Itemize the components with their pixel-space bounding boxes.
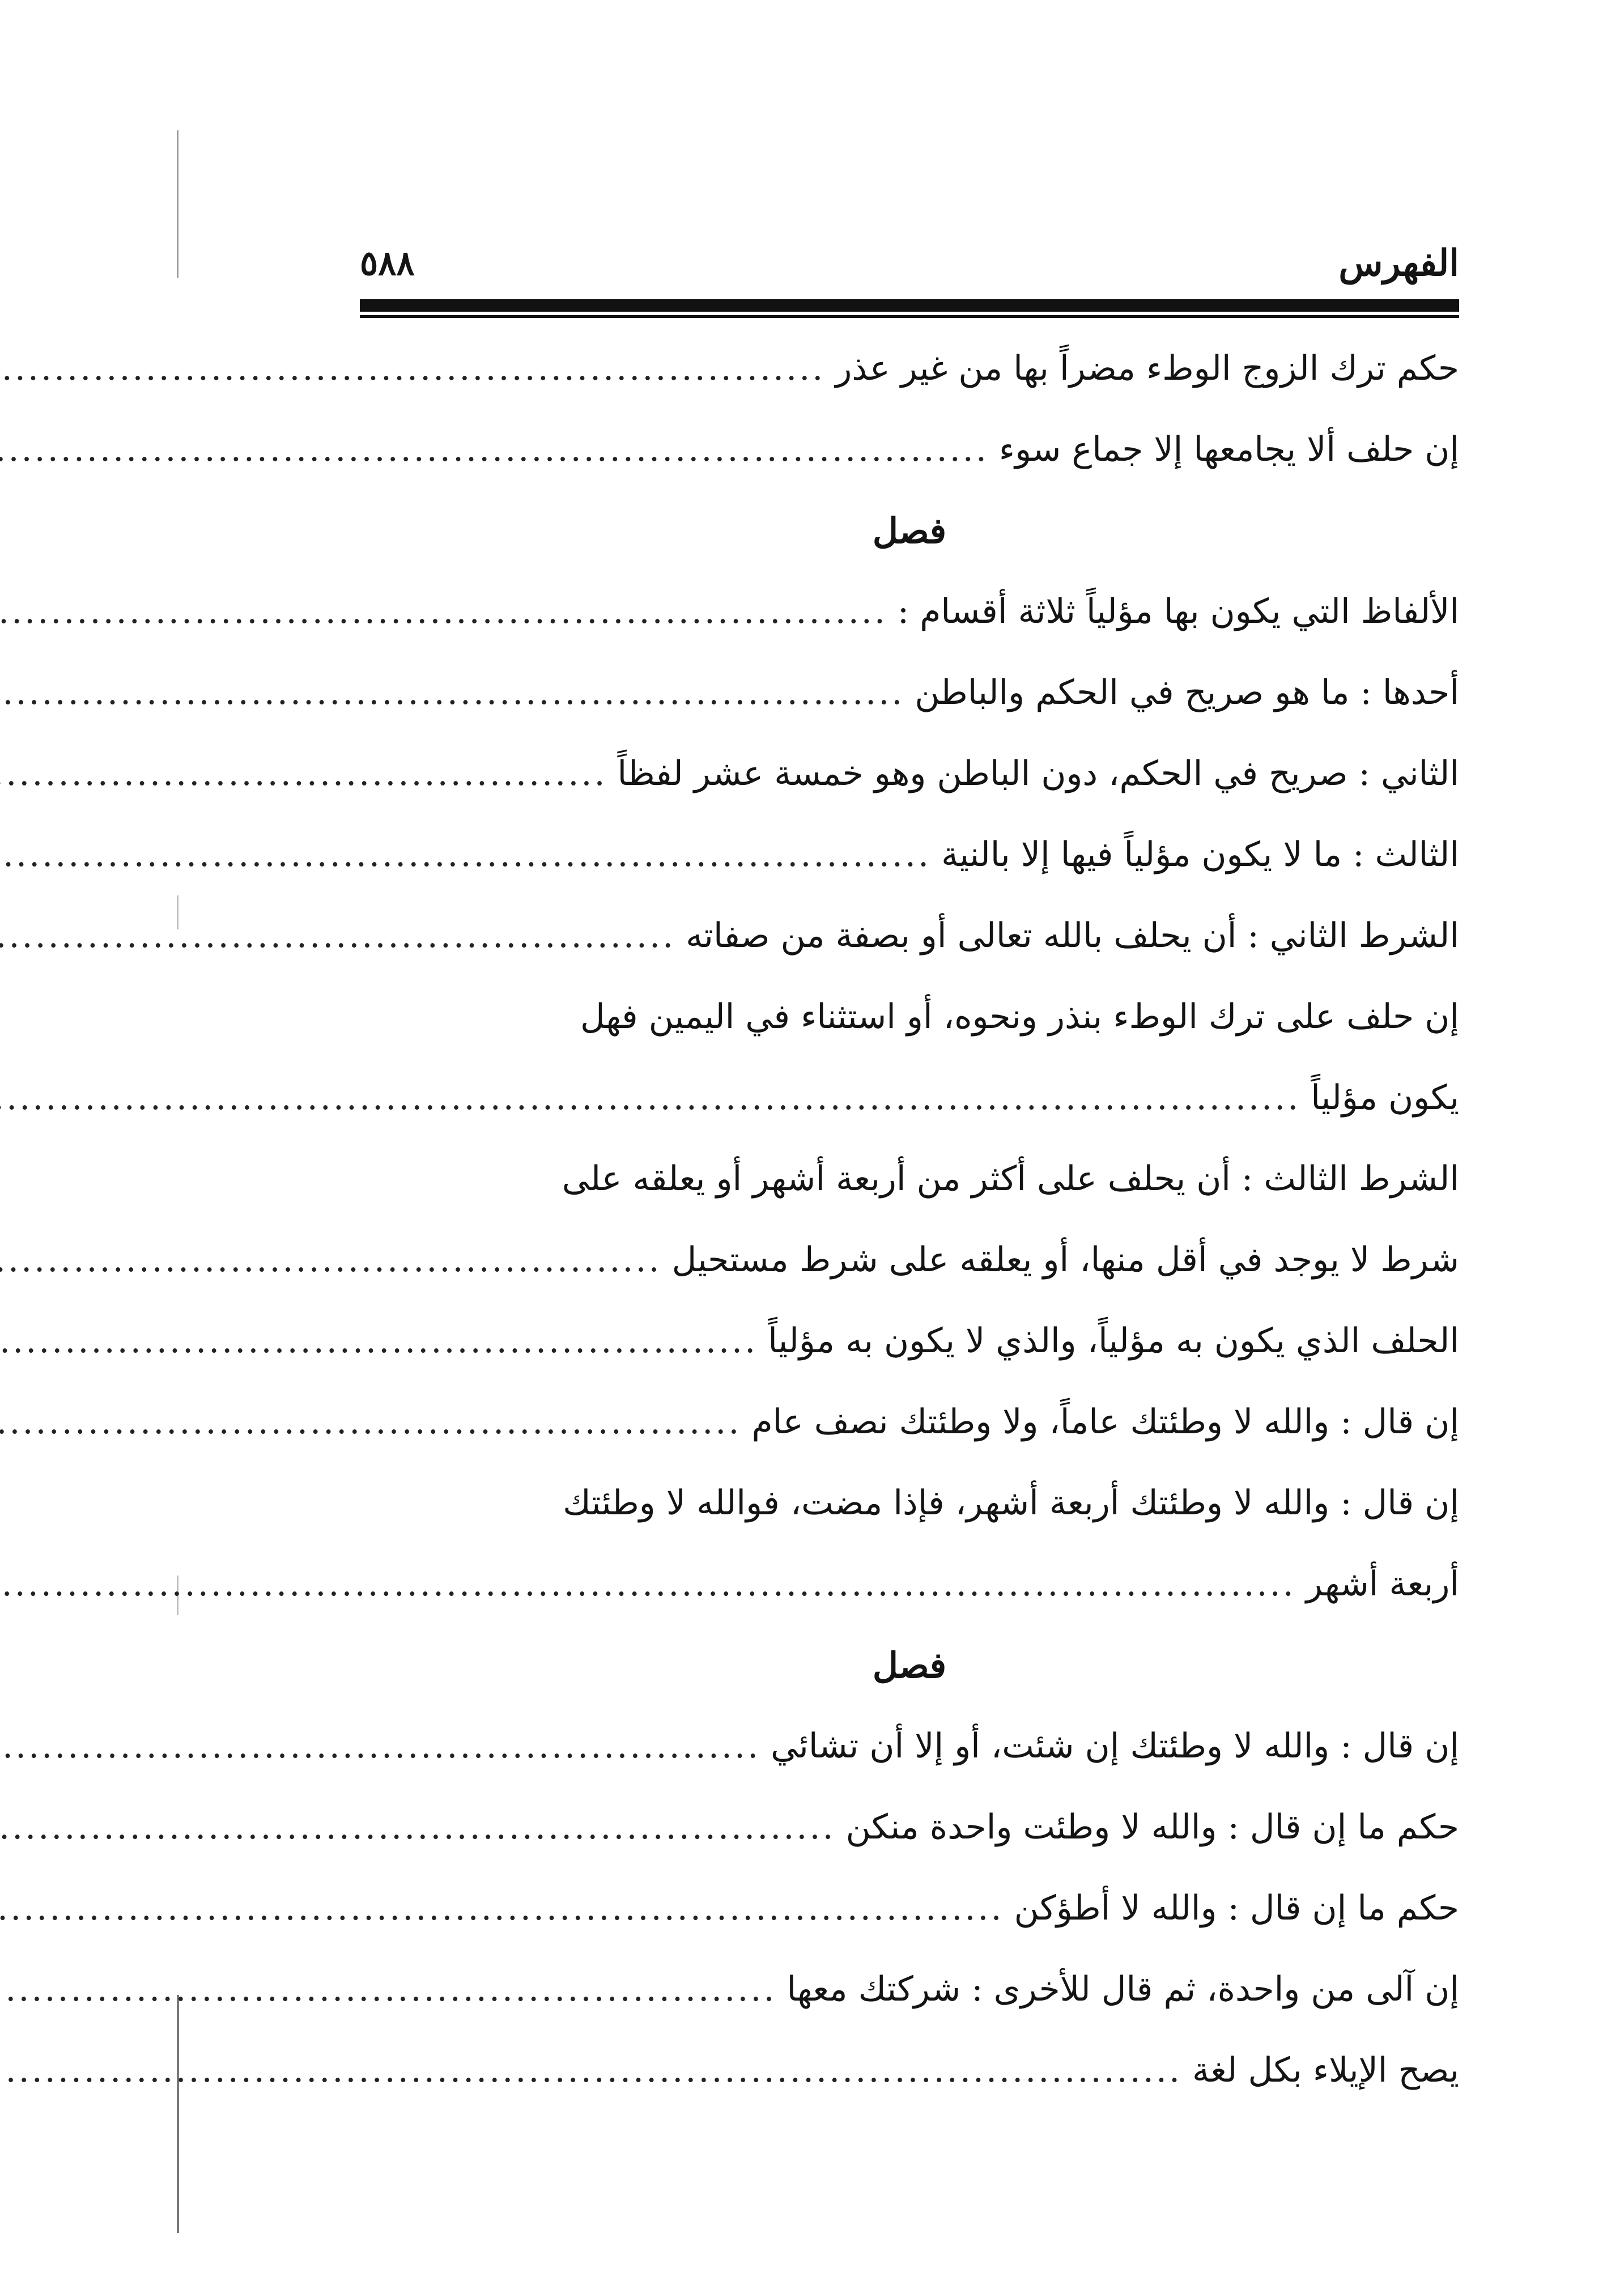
dot-leader xyxy=(0,1301,758,1382)
dot-leader xyxy=(0,571,887,652)
entry-text: إن حلف ألا يجامعها إلا جماع سوء xyxy=(998,430,1459,469)
header-rule-thick xyxy=(360,299,1459,312)
dot-leader xyxy=(0,895,675,976)
entry-text: الحلف الذي يكون به مؤلياً، والذي لا يكون به مؤلياً xyxy=(768,1321,1459,1361)
dot-leader xyxy=(0,1868,1004,1949)
entry-text: يصح الإيلاء بكل لغة xyxy=(1192,2050,1459,2090)
index-entry-line xyxy=(360,976,1459,1058)
entry-text: يكون مؤلياً xyxy=(1311,1078,1459,1118)
index-entry xyxy=(360,571,1459,652)
index-entry xyxy=(360,1382,1459,1463)
dot-leader xyxy=(0,1706,760,1787)
entry-text: الثاني : صريح في الحكم، دون الباطن وهو خمسة عشر لفظاً xyxy=(617,754,1459,793)
index-entry xyxy=(360,1787,1459,1868)
dot-leader xyxy=(0,1382,741,1463)
index-entry xyxy=(360,1949,1459,2030)
section-heading: فصل xyxy=(872,1645,947,1686)
dot-leader xyxy=(0,1220,662,1301)
index-entry xyxy=(360,409,1459,490)
entry-text: إن قال : والله لا وطئتك أربعة أشهر، فإذا مضت، فوالله لا وطئتك xyxy=(563,1483,1459,1523)
entry-text: إن قال : والله لا وطئتك إن شئت، أو إلا أن تشائي xyxy=(771,1726,1459,1766)
entry-text: أحدها : ما هو صريح في الحكم والباطن xyxy=(915,673,1459,712)
dot-leader xyxy=(0,328,825,409)
entry-text: إن آلى من واحدة، ثم قال للأخرى : شركتك معها xyxy=(787,1969,1459,2009)
entry-text: الألفاظ التي يكون بها مؤلياً ثلاثة أقسام : xyxy=(897,592,1459,631)
entry-text: حكم ما إن قال : والله لا أطؤكن xyxy=(1014,1888,1459,1928)
section-heading: فصل xyxy=(872,510,947,551)
dot-leader xyxy=(0,409,989,490)
index-entry xyxy=(360,1301,1459,1382)
dot-leader xyxy=(0,2030,1182,2111)
index-entry xyxy=(360,1706,1459,1787)
index-entry-line xyxy=(360,1139,1459,1220)
page-header xyxy=(360,238,1459,289)
index-entry xyxy=(360,1058,1459,1139)
index-entry xyxy=(360,814,1459,895)
entry-text: حكم ما إن قال : والله لا وطئت واحدة منكن xyxy=(845,1807,1459,1847)
index-entry xyxy=(360,2030,1459,2111)
index-entry xyxy=(360,1220,1459,1301)
entry-text: الثالث : ما لا يكون مؤلياً فيها إلا بالنية xyxy=(941,835,1459,874)
entry-text: الشرط الثالث : أن يحلف على أكثر من أربعة أشهر أو يعلقه على xyxy=(562,1159,1459,1199)
index-entry xyxy=(360,652,1459,733)
index-entry xyxy=(360,1868,1459,1949)
entry-text: الشرط الثاني : أن يحلف بالله تعالى أو بصفة من صفاته xyxy=(686,916,1459,956)
dot-leader xyxy=(0,733,607,814)
header-rule-thin xyxy=(360,315,1459,318)
entry-text: أربعة أشهر xyxy=(1306,1564,1459,1604)
dot-leader xyxy=(0,1058,1300,1139)
dot-leader xyxy=(0,652,904,733)
entry-text: إن قال : والله لا وطئتك عاماً، ولا وطئتك نصف عام xyxy=(751,1402,1459,1442)
index-content xyxy=(360,238,1459,2111)
index-entry xyxy=(360,328,1459,409)
index-entry-line xyxy=(360,1463,1459,1544)
entry-text: شرط لا يوجد في أقل منها، أو يعلقه على شرط مستحيل xyxy=(671,1240,1459,1280)
dot-leader xyxy=(0,1949,777,2030)
index-entry xyxy=(360,895,1459,976)
index-entry xyxy=(360,1544,1459,1625)
page-number: ٥٨٨ xyxy=(360,244,415,283)
page-title: الفهرس xyxy=(1338,242,1459,284)
entry-text: حكم ترك الزوج الوطء مضراً بها من غير عذر xyxy=(835,349,1459,388)
index-entries xyxy=(360,328,1459,2111)
dot-leader xyxy=(0,1787,836,1868)
scan-margin-line xyxy=(177,130,178,278)
index-entry xyxy=(360,733,1459,814)
dot-leader xyxy=(0,814,931,895)
entry-text: إن حلف على ترك الوطء بنذر ونحوه، أو استثناء في اليمين فهل xyxy=(580,997,1459,1037)
dot-leader xyxy=(0,1544,1296,1625)
